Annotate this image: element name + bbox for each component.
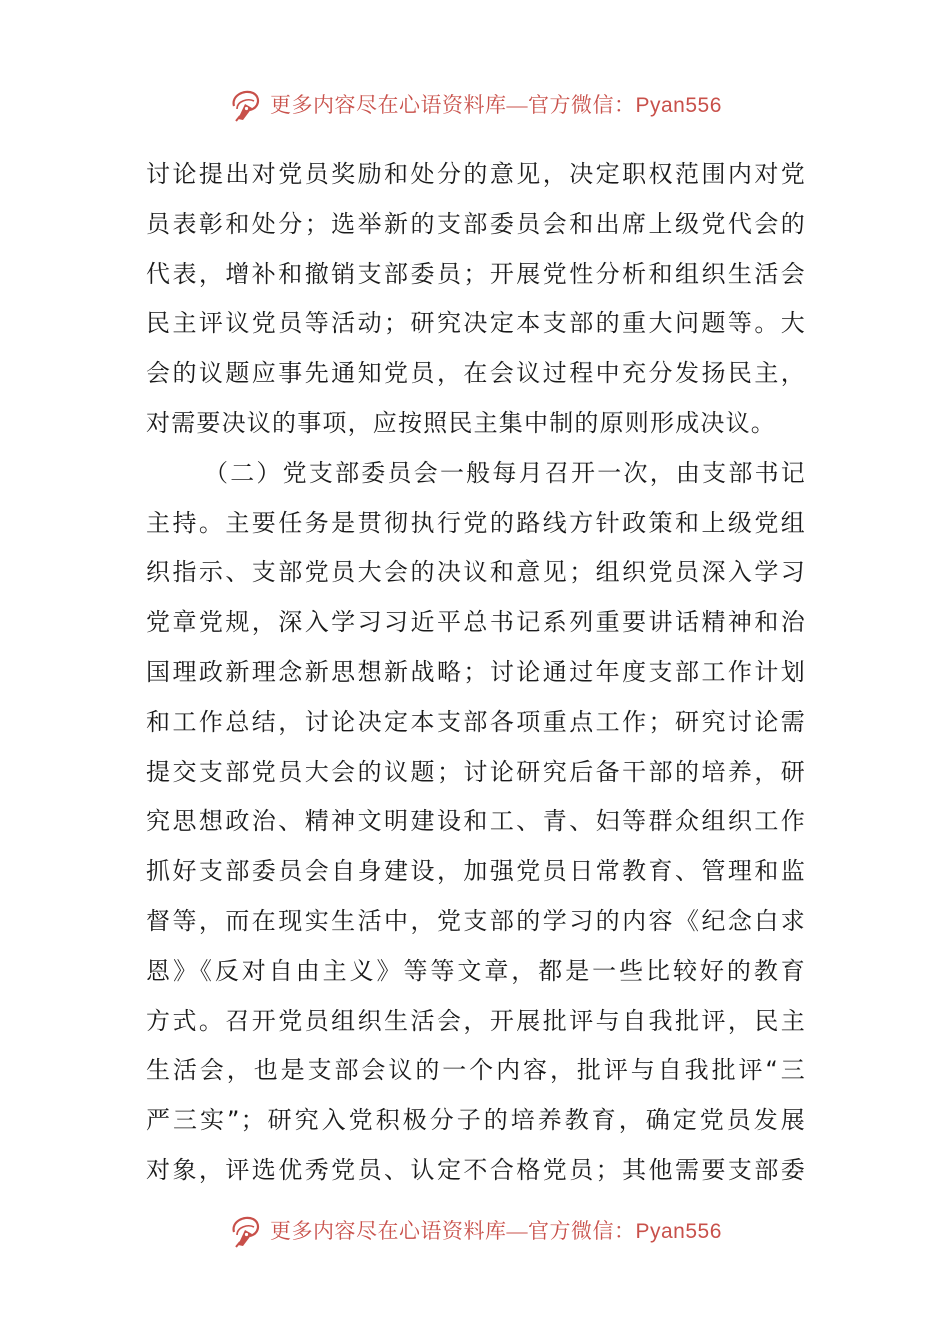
text-line: 国理政新理念新思想新战略；讨论通过年度支部工作计划	[146, 657, 806, 686]
text-line: 对需要决议的事项，应按照民主集中制的原则形成决议。	[146, 408, 776, 437]
header-banner-label: 更多内容尽在心语资料库—官方微信：	[270, 93, 636, 117]
paragraph-2	[146, 449, 806, 1196]
text-line: 织指示、支部党员大会的决议和意见；组织党员深入学习	[146, 558, 806, 587]
text-line: 主持。主要任务是贯彻执行党的路线方针政策和上级党组	[146, 508, 806, 537]
text-line: 党章党规，深入学习习近平总书记系列重要讲话精神和治	[146, 608, 806, 637]
text-line: 讨论提出对党员奖励和处分的意见，决定职权范围内对党	[146, 160, 806, 188]
header-banner-text	[270, 89, 722, 119]
paragraph-1	[146, 150, 806, 449]
text-line: 方式。召开党员组织生活会，开展批评与自我批评，民主	[146, 1006, 806, 1035]
text-line: 严三实”；研究入党积极分子的培养教育，确定党员发展	[146, 1106, 806, 1135]
text-line: 恩》《反对自由主义》等等文章，都是一些比较好的教育	[146, 956, 806, 985]
text-line: 会的议题应事先通知党员，在会议过程中充分发扬民主，	[146, 359, 806, 388]
pen-nib-swirl-logo-icon	[228, 86, 264, 122]
text-line: 和工作总结，讨论决定本支部各项重点工作；研究讨论需	[146, 707, 806, 736]
footer-banner-handle: Pyan556	[635, 1220, 722, 1243]
footer-watermark-banner	[228, 1208, 748, 1252]
text-line: 对象，评选优秀党员、认定不合格党员；其他需要支部委	[146, 1155, 806, 1184]
text-line: 提交支部党员大会的议题；讨论研究后备干部的培养，研	[146, 757, 806, 786]
header-watermark-banner	[228, 82, 748, 126]
text-line: 民主评议党员等活动；研究决定本支部的重大问题等。大	[146, 309, 806, 338]
text-line: 究思想政治、精神文明建设和工、青、妇等群众组织工作	[146, 807, 806, 836]
text-line: 代表，增补和撤销支部委员；开展党性分析和组织生活会	[146, 259, 806, 288]
text-line: 生活会，也是支部会议的一个内容，批评与自我批评“三	[146, 1056, 806, 1085]
text-line: （二）党支部委员会一般每月召开一次，由支部书记	[204, 458, 806, 487]
text-line: 督等，而在现实生活中，党支部的学习的内容《纪念白求	[146, 906, 806, 935]
pen-nib-swirl-logo-icon	[228, 1212, 264, 1248]
footer-banner-label: 更多内容尽在心语资料库—官方微信：	[270, 1219, 636, 1243]
text-line: 抓好支部委员会自身建设，加强党员日常教育、管理和监	[146, 857, 806, 886]
document-body	[146, 150, 806, 1196]
header-banner-handle: Pyan556	[635, 94, 722, 117]
text-line: 员表彰和处分；选举新的支部委员会和出席上级党代会的	[146, 209, 806, 238]
footer-banner-text	[270, 1215, 722, 1245]
